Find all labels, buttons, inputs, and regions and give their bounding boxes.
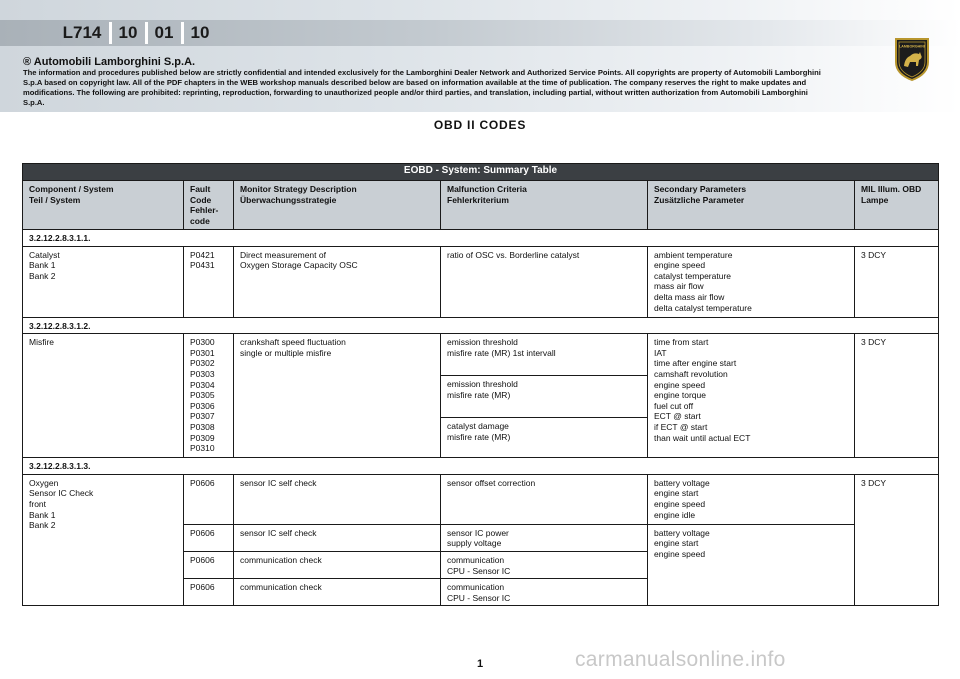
col-header-strategy: Monitor Strategy Description Überwachungsstrategie <box>234 181 441 230</box>
cell-criteria: sensor offset correction <box>441 474 648 524</box>
cell-fault-code: P0606 <box>184 524 234 551</box>
col-header-criteria: Malfunction Criteria Fehlerkriterium <box>441 181 648 230</box>
section-id: 3.2.12.2.8.3.1.2. <box>23 317 939 334</box>
cell-criteria: sensor IC power supply voltage <box>441 524 648 551</box>
section-id: 3.2.12.2.8.3.1.1. <box>23 230 939 247</box>
cell-mil: 3 DCY <box>855 334 939 458</box>
cell-criteria: ratio of OSC vs. Borderline catalyst <box>441 246 648 317</box>
page-number: 1 <box>476 658 484 670</box>
col-header-secondary: Secondary Parameters Zusätzliche Parameter <box>648 181 855 230</box>
cell-component: Misfire <box>23 334 184 458</box>
table-header-row <box>23 181 939 230</box>
cell-criteria: emission threshold misfire rate (MR) 1st intervall <box>441 334 648 376</box>
code-bar <box>0 20 960 46</box>
cell-strategy: communication check <box>234 551 441 578</box>
lamborghini-shield-logo <box>892 36 932 82</box>
watermark: carmanualsonline.info <box>575 648 786 671</box>
doc-code-section: 10 <box>190 23 210 42</box>
cell-criteria: emission threshold misfire rate (MR) <box>441 376 648 418</box>
cell-secondary: battery voltage engine start engine speed engine idle <box>648 474 855 524</box>
cell-mil: 3 DCY <box>855 246 939 317</box>
cell-strategy: Direct measurement of Oxygen Storage Capacity OSC <box>234 246 441 317</box>
table-row <box>23 334 939 376</box>
doc-code-group: 10 <box>118 23 138 42</box>
section-id: 3.2.12.2.8.3.1.3. <box>23 458 939 475</box>
cell-component: Oxygen Sensor IC Check front Bank 1 Bank 2 <box>23 474 184 606</box>
cell-secondary: battery voltage engine start engine speed <box>648 524 855 606</box>
logo-text: LAMBORGHINI <box>899 44 925 49</box>
eobd-summary-table <box>22 163 939 606</box>
cell-component: Catalyst Bank 1 Bank 2 <box>23 246 184 317</box>
col-header-component: Component / System Teil / System <box>23 181 184 230</box>
cell-strategy: sensor IC self check <box>234 474 441 524</box>
legal-notice: The information and procedures published below are strictly confidential and intended exclusively for the Lamborghini Dealer Network and Authorized Service Points. All copyrights are property of Automobili Lamborghini S.p.A based on copyright law. All of the PDF chapters in the WEB workshop manuals described below are based on information available at the time of publication. The company reserves the right to make updates and modifications. The following are prohibited: reprinting, reproduction, forwarding to unauthorized people and/or third parties, and translation, including partial, without written authorization from Automobili Lamborghini S.p.A. <box>23 68 821 107</box>
cell-fault-code: P0300 P0301 P0302 P0303 P0304 P0305 P0306 P0307 P0308 P0309 P0310 <box>184 334 234 458</box>
cell-fault-code: P0606 <box>184 579 234 606</box>
cell-mil: 3 DCY <box>855 474 939 606</box>
cell-criteria: communication CPU - Sensor IC <box>441 579 648 606</box>
cell-criteria: catalyst damage misfire rate (MR) <box>441 418 648 458</box>
cell-strategy: communication check <box>234 579 441 606</box>
cell-strategy: crankshaft speed fluctuation single or multiple misfire <box>234 334 441 458</box>
cell-secondary: ambient temperature engine speed catalyst temperature mass air flow delta mass air flow delta catalyst temperature <box>648 246 855 317</box>
cell-fault-code: P0606 <box>184 474 234 524</box>
doc-code-subgroup: 01 <box>154 23 174 42</box>
table-title: EOBD - System: Summary Table <box>23 164 939 181</box>
table-row <box>23 474 939 524</box>
cell-criteria: communication CPU - Sensor IC <box>441 551 648 578</box>
cell-fault-code: P0606 <box>184 551 234 578</box>
company-name: ® Automobili Lamborghini S.p.A. <box>23 56 196 68</box>
cell-fault-code: P0421 P0431 <box>184 246 234 317</box>
doc-code-model: L714 <box>62 23 102 42</box>
col-header-mil: MIL Illum. OBD Lampe <box>855 181 939 230</box>
cell-strategy: sensor IC self check <box>234 524 441 551</box>
table-row <box>23 246 939 317</box>
cell-secondary: time from start IAT time after engine start camshaft revolution engine speed engine torque fuel cut off ECT @ start if ECT @ start than wait until actual ECT <box>648 334 855 458</box>
page-title: OBD II CODES <box>433 118 527 132</box>
col-header-fault-code: Fault Code Fehler- code <box>184 181 234 230</box>
